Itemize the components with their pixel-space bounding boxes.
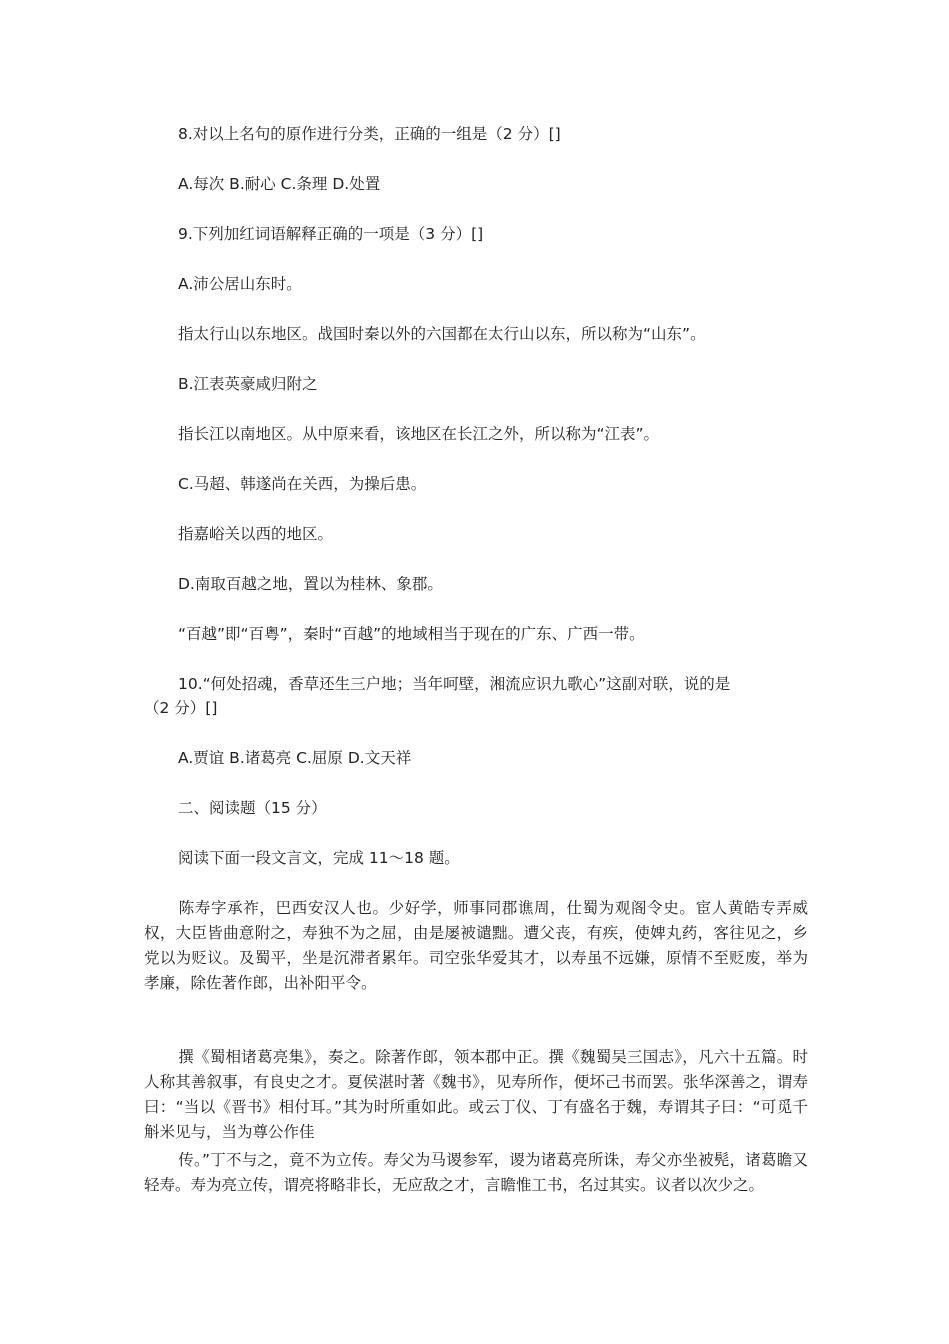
question-9-option-c-note: 指嘉峪关以西的地区。 [178, 525, 334, 543]
question-9-option-c: C.马超、韩遂尚在关西，为操后患。 [178, 475, 427, 493]
section-heading: 二、阅读题（15 分） [178, 799, 327, 817]
question-9-option-a-note: 指太行山以东地区。战国时秦以外的六国都在太行山以东，所以称为“山东”。 [178, 325, 706, 343]
passage-paragraph-1 [144, 896, 808, 996]
passage-paragraph-2-text: 撰《蜀相诸葛亮集》，奏之。除著作郎，领本郡中正。撰《魏蜀吴三国志》，凡六十五篇。时人称其善叙事，有良史之才。夏侯湛时著《魏书》，见寿所作，便坏己书而罢。张华深善之，谓寿曰：“当以《晋书》相付耳。”其为时所重如此。或云丁仪、丁有盛名于魏，寿谓其子曰：“可觅千斛米见与，当为尊公作佳 [144, 1048, 808, 1141]
question-9-option-b: B.江表英豪咸归附之 [178, 375, 318, 393]
question-8: 8.对以上名句的原作进行分类，正确的一组是（2 分）[] [178, 125, 561, 143]
question-10-line-2: （2 分）[] [144, 699, 218, 717]
passage-paragraph-2 [144, 1045, 808, 1145]
section-instruction: 阅读下面一段文言文，完成 11～18 题。 [178, 849, 460, 867]
passage-paragraph-3-text: 传。”丁不与之，竟不为立传。寿父为马谡参军，谡为诸葛亮所诛，寿父亦坐被髡，诸葛瞻又轻寿。寿为亮立传，谓亮将略非长，无应敌之才，言瞻惟工书，名过其实。议者以次少之。 [144, 1151, 808, 1194]
question-9-option-b-note: 指长江以南地区。从中原来看，该地区在长江之外，所以称为“江表”。 [178, 425, 660, 443]
question-9-option-d: D.南取百越之地，置以为桂林、象郡。 [178, 575, 443, 593]
question-10-line-1: 10.“何处招魂，香草还生三户地；当年呵壁，湘流应识九歌心”这副对联，说的是 [178, 675, 731, 693]
question-10-options: A.贾谊 B.诸葛亮 C.屈原 D.文天祥 [178, 749, 412, 767]
question-9-option-a: A.沛公居山东时。 [178, 275, 302, 293]
question-9-option-d-note: “百越”即“百粤”，秦时“百越”的地域相当于现在的广东、广西一带。 [178, 625, 645, 643]
question-8-options: A.每次 B.耐心 C.条理 D.处置 [178, 175, 381, 193]
passage-paragraph-1-text: 陈寿字承祚，巴西安汉人也。少好学，师事同郡谯周，仕蜀为观阁令史。宦人黄皓专弄威权，大臣皆曲意附之，寿独不为之屈，由是屡被谴黜。遭父丧，有疾，使婢丸药，客往见之，乡党以为贬议。及蜀平，坐是沉滞者累年。司空张华爱其才，以寿虽不远嫌，原情不至贬废，举为孝廉，除佐著作郎，出补阳平令。 [144, 899, 808, 992]
passage-paragraph-3 [144, 1148, 808, 1198]
question-9: 9.下列加红词语解释正确的一项是（3 分）[] [178, 225, 484, 243]
